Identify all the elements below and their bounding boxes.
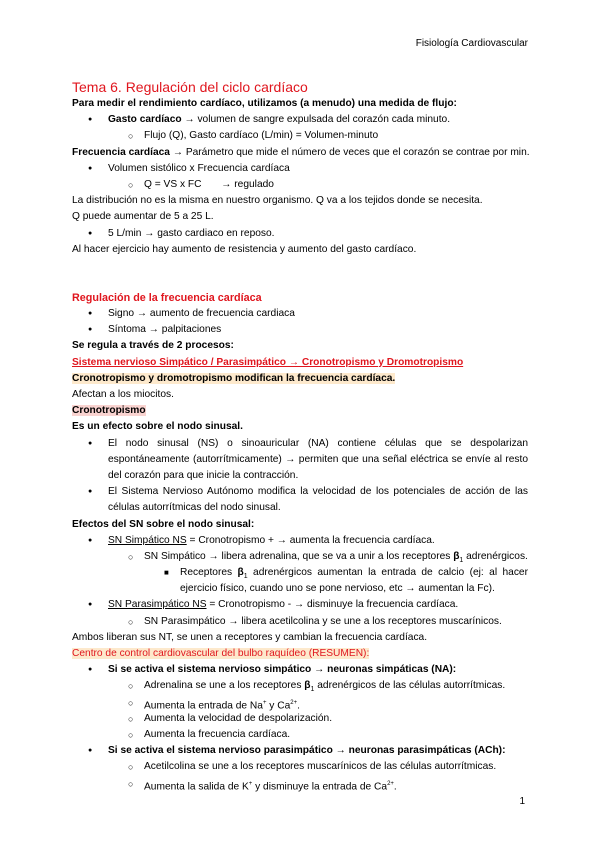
text: adrenérgicos de las células autorrítmicas.	[314, 680, 506, 692]
text: y disminuye la entrada de Ca	[252, 780, 388, 792]
text: Adrenalina se une a los receptores	[144, 680, 305, 692]
text: = Cronotropismo - → disminuye la frecuencia cardíaca.	[206, 599, 459, 611]
list-item-continued: del corazón para que inicie la contracción.	[108, 469, 299, 481]
underlined-term: SN Parasimpático NS	[108, 599, 207, 611]
superscript: +	[262, 699, 267, 706]
text: .	[297, 699, 300, 711]
beta-symbol: β	[453, 550, 460, 562]
highlighted-text: Cronotropismo y dromotropismo modifican la frecuencia cardíaca.	[72, 372, 396, 384]
text: → volumen de sangre expulsada del corazón cada minuto.	[181, 114, 451, 126]
section-heading: Regulación de la frecuencia cardíaca	[72, 291, 262, 304]
superscript: +	[248, 780, 253, 787]
list-item	[144, 549, 528, 565]
paragraph: La distribución no es la misma en nuestro organismo. Q va a los tejidos donde se necesita.	[72, 195, 483, 207]
list-item	[144, 776, 528, 792]
paragraph	[72, 145, 528, 161]
list-item-continued: ejercicio físico, cuando uno se pone nervioso, etc → aumentan la Fc).	[180, 583, 495, 595]
list-item	[108, 597, 528, 613]
paragraph: Es un efecto sobre el nodo sinusal.	[72, 421, 243, 433]
list-item	[144, 695, 528, 711]
page-number: 1	[519, 796, 525, 807]
underlined-term: SN Simpático NS	[108, 534, 187, 546]
text: → Parámetro que mide el número de veces que el corazón se contrae por min.	[169, 146, 530, 158]
list-item-continued: células autorrítmicas del nodo sinusal.	[108, 502, 281, 514]
list-item: ● Si se activa el sistema nervioso parasimpático → neuronas parasimpáticas (ACh):	[108, 743, 528, 759]
highlighted-text: Centro de control cardiovascular del bulbo raquídeo (RESUMEN):	[72, 648, 370, 659]
list-item-continued: espontáneamente (autorrítmicamente) → permiten que una señal eléctrica se envíe al resto	[108, 453, 528, 465]
list-item: ● Si se activa el sistema nervioso simpático → neuronas simpáticas (NA):	[108, 662, 528, 678]
paragraph: Efectos del SN sobre el nodo sinusal:	[72, 518, 255, 530]
beta-symbol: β	[304, 680, 311, 692]
beta-symbol: β	[237, 567, 244, 579]
page-header: Fisiología Cardiovascular	[415, 38, 528, 49]
subscript: 1	[310, 686, 315, 694]
paragraph: Para medir el rendimiento cardíaco, utilizamos (a menudo) una medida de flujo:	[72, 98, 457, 109]
list-item: ○ Aumenta la frecuencia cardíaca.	[144, 727, 528, 743]
list-item: ○ SN Parasimpático → libera acetilcolina y se une a los receptores muscarínicos.	[144, 614, 528, 630]
paragraph: Al hacer ejercicio hay aumento de resistencia y aumento del gasto cardíaco.	[72, 243, 417, 255]
list-item	[180, 565, 528, 581]
subscript: 1	[459, 556, 464, 564]
list-item: ● El nodo sinusal (NS) o sinoauricular (NA) contiene células que se despolarizan	[108, 436, 528, 452]
text: y Ca	[266, 699, 291, 711]
section-title: Tema 6. Regulación del ciclo cardíaco	[72, 79, 308, 95]
list-item: ○ Q = VS x FC → regulado	[144, 177, 528, 193]
list-item: ● Volumen sistólico x Frecuencia cardíaca	[108, 161, 528, 177]
paragraph: Se regula a través de 2 procesos:	[72, 340, 234, 352]
document-body	[72, 78, 528, 792]
list-item: ○ Acetilcolina se une a los receptores muscarínicos de las células autorrítmicas.	[144, 759, 528, 775]
text: = Cronotropismo + → aumenta la frecuencia cardíaca.	[186, 534, 435, 546]
term: Gasto cardíaco	[108, 114, 182, 126]
text: adrenérgicos.	[463, 550, 528, 562]
text: Aumenta la entrada de Na	[144, 699, 263, 711]
text: adrenérgicos aumentan la entrada de calcio (ej: al hacer	[247, 567, 528, 579]
highlight-heading: Sistema nervioso Simpático / Parasimpático → Cronotropismo y Dromotropismo	[72, 356, 464, 368]
list-item: ○ Aumenta la velocidad de despolarización.	[144, 711, 528, 727]
list-item: ● El Sistema Nervioso Autónomo modifica la velocidad de los potenciales de acción de las	[108, 484, 528, 500]
paragraph: Afectan a los miocitos.	[72, 389, 174, 400]
list-item: ● 5 L/min → gasto cardiaco en reposo.	[108, 226, 528, 242]
paragraph: Q puede aumentar de 5 a 25 L.	[72, 211, 214, 223]
list-item: ○ Flujo (Q), Gasto cardíaco (L/min) = Volumen-minuto	[144, 128, 528, 144]
superscript: 2+	[290, 699, 298, 706]
highlighted-text: Cronotropismo	[72, 405, 146, 417]
list-item	[108, 112, 528, 128]
text: SN Simpático → libera adrenalina, que se va a unir a los receptores	[144, 550, 454, 562]
term: Frecuencia cardíaca	[72, 146, 170, 158]
text: Aumenta la salida de K	[144, 780, 249, 792]
section-subheading	[72, 646, 528, 662]
subheading	[72, 403, 528, 419]
subscript: 1	[243, 573, 248, 581]
superscript: 2+	[387, 780, 394, 787]
paragraph: Ambos liberan sus NT, se unen a receptores y cambian la frecuencia cardíaca.	[72, 631, 428, 643]
list-item	[144, 678, 528, 694]
list-item: ● Signo → aumento de frecuencia cardiaca	[108, 306, 528, 322]
list-item: ● Síntoma → palpitaciones	[108, 322, 528, 338]
text: Receptores	[180, 567, 238, 579]
paragraph	[72, 371, 528, 387]
list-item	[108, 533, 528, 549]
text: .	[393, 780, 397, 792]
